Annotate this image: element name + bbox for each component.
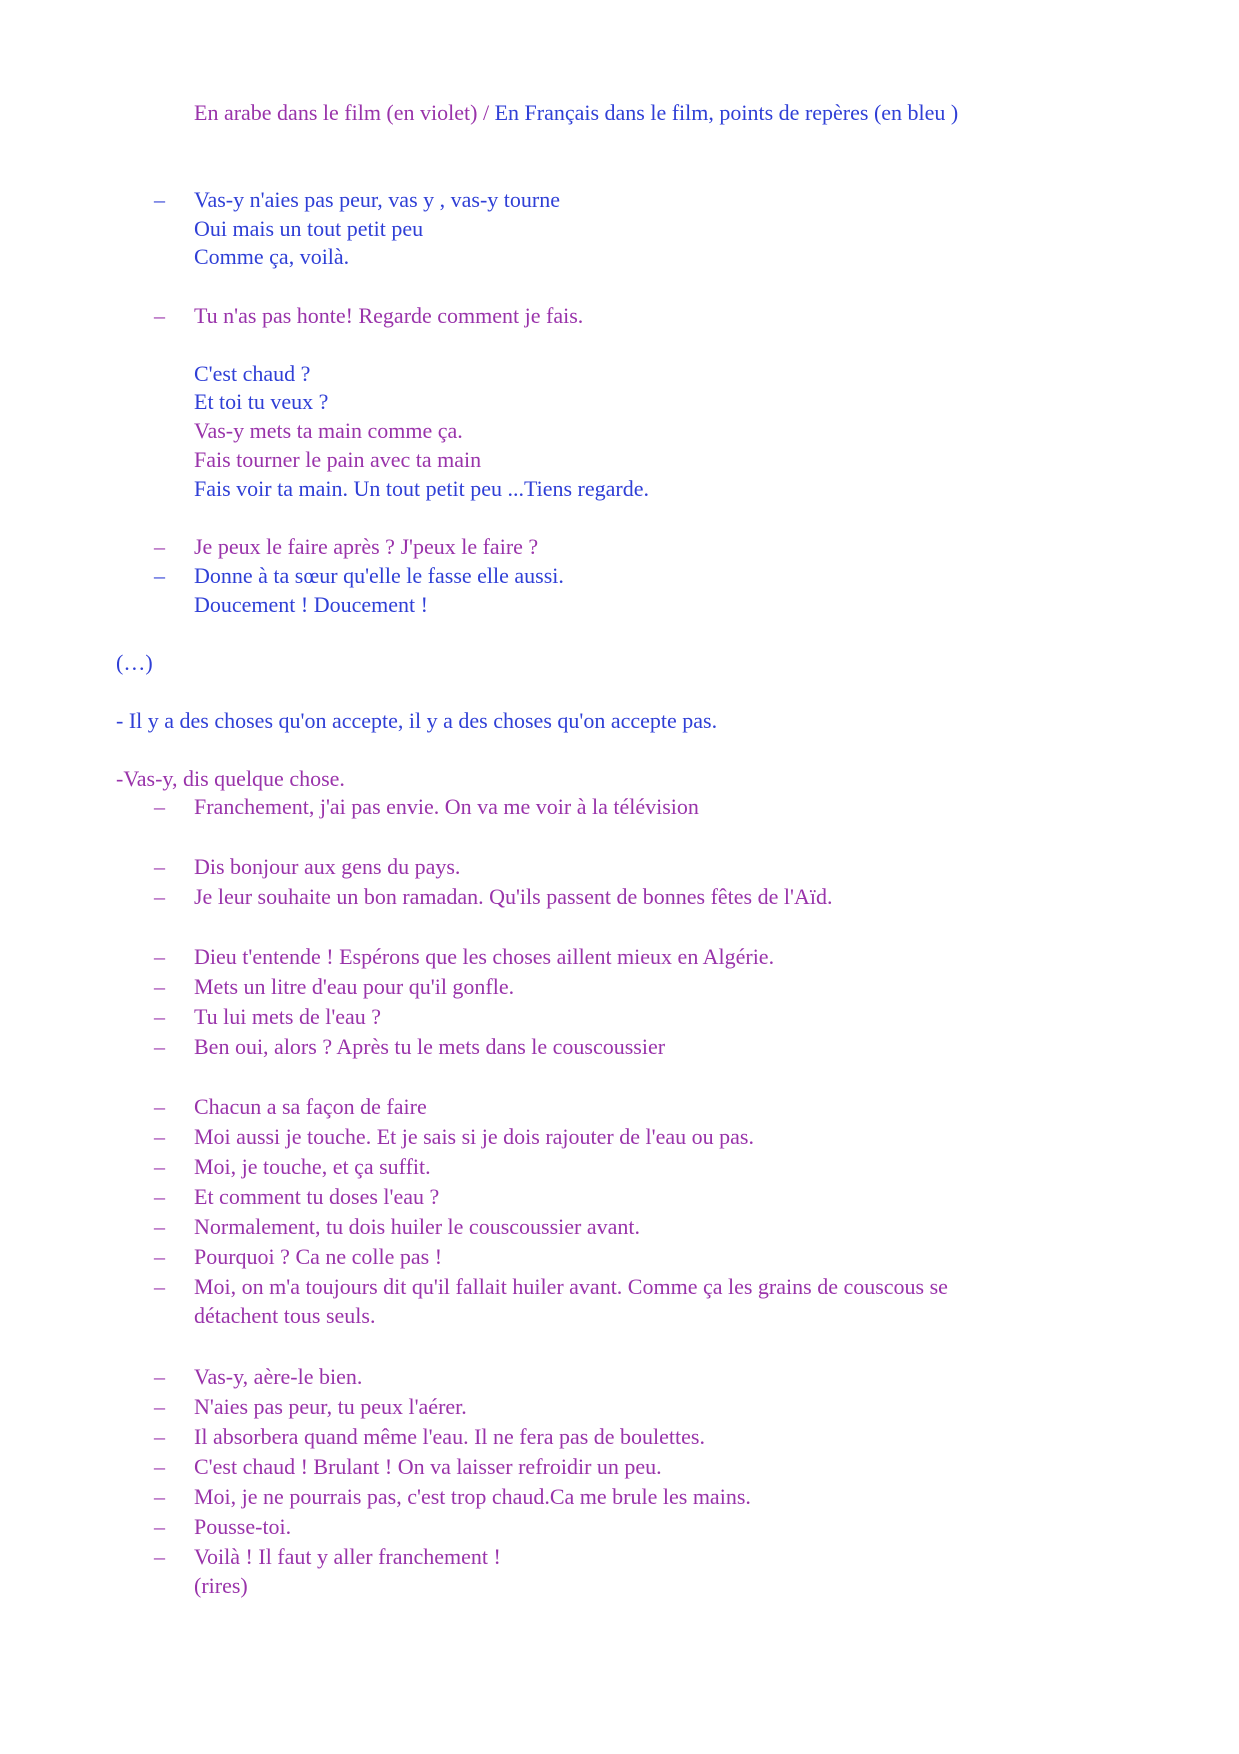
- transcript-line: [0, 243, 1239, 271]
- transcript-line: [0, 853, 1239, 881]
- transcript-line: [0, 1543, 1239, 1571]
- dialogue-dash: –: [154, 1364, 165, 1389]
- transcript-text: Pousse-toi.: [194, 1514, 292, 1539]
- transcript-text: Chacun a sa façon de faire: [194, 1094, 427, 1119]
- transcript-line: [0, 1123, 1239, 1151]
- dialogue-dash: –: [154, 794, 165, 819]
- transcript-text: Moi aussi je touche. Et je sais si je dois rajouter de l'eau ou pas.: [194, 1124, 754, 1149]
- transcript-text: Dis bonjour aux gens du pays.: [194, 854, 461, 879]
- transcript-text: Tu lui mets de l'eau ?: [194, 1004, 382, 1029]
- dialogue-dash: –: [154, 1094, 165, 1119]
- transcript-line: [0, 1213, 1239, 1241]
- transcript-text: Vas-y n'aies pas peur, vas y , vas-y tourne: [194, 187, 560, 212]
- transcript-text: Moi, je ne pourrais pas, c'est trop chaud.Ca me brule les mains.: [194, 1484, 751, 1509]
- transcript-text: (rires): [194, 1573, 248, 1598]
- transcript-line-flush: [0, 765, 1239, 793]
- transcript-text: Franchement, j'ai pas envie. On va me voir à la télévision: [194, 794, 699, 819]
- transcript-text: Moi, je touche, et ça suffit.: [194, 1154, 431, 1179]
- transcript-line: [0, 943, 1239, 971]
- legend-french: En Français dans le film, points de repères (en bleu ): [494, 100, 959, 125]
- dialogue-dash: –: [154, 1544, 165, 1569]
- transcript-line: [0, 1393, 1239, 1421]
- transcript-line: [0, 591, 1239, 619]
- dialogue-dash: –: [154, 534, 165, 559]
- dialogue-dash: –: [154, 1274, 165, 1299]
- transcript-text: Et toi tu veux ?: [194, 389, 329, 414]
- transcript-text: (…): [116, 650, 153, 675]
- transcript-line: [0, 417, 1239, 445]
- transcript-text: C'est chaud ! Brulant ! On va laisser refroidir un peu.: [194, 1454, 662, 1479]
- transcript-text: Normalement, tu dois huiler le couscoussier avant.: [194, 1214, 640, 1239]
- transcript-line: [0, 973, 1239, 1001]
- transcript-text: Et comment tu doses l'eau ?: [194, 1184, 440, 1209]
- transcript-line: [0, 475, 1239, 503]
- dialogue-dash: –: [154, 974, 165, 999]
- dialogue-dash: –: [154, 1484, 165, 1509]
- transcript-line: [0, 533, 1239, 561]
- dialogue-dash: –: [154, 1184, 165, 1209]
- dialogue-dash: –: [154, 1454, 165, 1479]
- transcript-line: [0, 302, 1239, 330]
- transcript-line: [0, 360, 1239, 388]
- dialogue-dash: –: [154, 1214, 165, 1239]
- dialogue-dash: –: [154, 1514, 165, 1539]
- transcript-line: [0, 1423, 1239, 1451]
- transcript-line: [0, 793, 1239, 821]
- transcript-line: [0, 1243, 1239, 1271]
- transcript-text: Doucement ! Doucement !: [194, 592, 428, 617]
- transcript-line: [0, 1513, 1239, 1541]
- transcript-text: détachent tous seuls.: [194, 1303, 376, 1328]
- transcript-line: [0, 388, 1239, 416]
- transcript-line: [0, 186, 1239, 214]
- transcript-text: Ben oui, alors ? Après tu le mets dans le couscoussier: [194, 1034, 666, 1059]
- transcript-line: [0, 1273, 1239, 1301]
- transcript-line-flush: [0, 649, 1239, 677]
- transcript-line: [0, 1483, 1239, 1511]
- transcript-text: Comme ça, voilà.: [194, 244, 350, 269]
- transcript-text: Tu n'as pas honte! Regarde comment je fais.: [194, 303, 584, 328]
- transcript-line: [0, 1453, 1239, 1481]
- transcript-text: Je leur souhaite un bon ramadan. Qu'ils passent de bonnes fêtes de l'Aïd.: [194, 884, 833, 909]
- transcript-line: [0, 1302, 1239, 1330]
- dialogue-dash: –: [154, 1124, 165, 1149]
- dialogue-dash: –: [154, 187, 165, 212]
- transcript-text: Donne à ta sœur qu'elle le fasse elle aussi.: [194, 563, 564, 588]
- transcript-text: Fais voir ta main. Un tout petit peu ...Tiens regarde.: [194, 476, 650, 501]
- transcript-text: Mets un litre d'eau pour qu'il gonfle.: [194, 974, 515, 999]
- dialogue-dash: –: [154, 303, 165, 328]
- dialogue-dash: –: [154, 1424, 165, 1449]
- transcript-text: Il absorbera quand même l'eau. Il ne fera pas de boulettes.: [194, 1424, 705, 1449]
- transcript-line: [0, 1093, 1239, 1121]
- transcript-text: -Vas-y, dis quelque chose.: [116, 766, 345, 791]
- transcript-text: Fais tourner le pain avec ta main: [194, 447, 482, 472]
- dialogue-dash: –: [154, 944, 165, 969]
- transcript-line: [0, 1033, 1239, 1061]
- dialogue-dash: –: [154, 1394, 165, 1419]
- transcript-text: Vas-y mets ta main comme ça.: [194, 418, 463, 443]
- transcript-line: [0, 1363, 1239, 1391]
- transcript-line: [0, 1153, 1239, 1181]
- transcript-text: Voilà ! Il faut y aller franchement !: [194, 1544, 501, 1569]
- transcript-line-flush: [0, 707, 1239, 735]
- transcript-text: N'aies pas peur, tu peux l'aérer.: [194, 1394, 467, 1419]
- transcript-text: Vas-y, aère-le bien.: [194, 1364, 363, 1389]
- dialogue-dash: –: [154, 1244, 165, 1269]
- transcript-line: [0, 1003, 1239, 1031]
- transcript-text: Pourquoi ? Ca ne colle pas !: [194, 1244, 443, 1269]
- dialogue-dash: –: [154, 1004, 165, 1029]
- transcript-line: [0, 215, 1239, 243]
- transcript-text: Je peux le faire après ? J'peux le faire ?: [194, 534, 539, 559]
- dialogue-dash: –: [154, 854, 165, 879]
- dialogue-dash: –: [154, 1154, 165, 1179]
- dialogue-dash: –: [154, 563, 165, 588]
- transcript-text: Oui mais un tout petit peu: [194, 216, 424, 241]
- transcript-line: [0, 1183, 1239, 1211]
- dialogue-dash: –: [154, 884, 165, 909]
- transcript-line: [0, 1572, 1239, 1600]
- transcript-text: - Il y a des choses qu'on accepte, il y a des choses qu'on accepte pas.: [116, 708, 718, 733]
- color-legend: [0, 99, 1239, 127]
- transcript-text: Moi, on m'a toujours dit qu'il fallait huiler avant. Comme ça les grains de couscous se: [194, 1274, 948, 1299]
- transcript-text: C'est chaud ?: [194, 361, 311, 386]
- transcript-line: [0, 446, 1239, 474]
- transcript-line: [0, 562, 1239, 590]
- transcript-line: [0, 883, 1239, 911]
- legend-arabic: En arabe dans le film (en violet) /: [194, 100, 495, 125]
- dialogue-dash: –: [154, 1034, 165, 1059]
- transcript-text: Dieu t'entende ! Espérons que les choses aillent mieux en Algérie.: [194, 944, 775, 969]
